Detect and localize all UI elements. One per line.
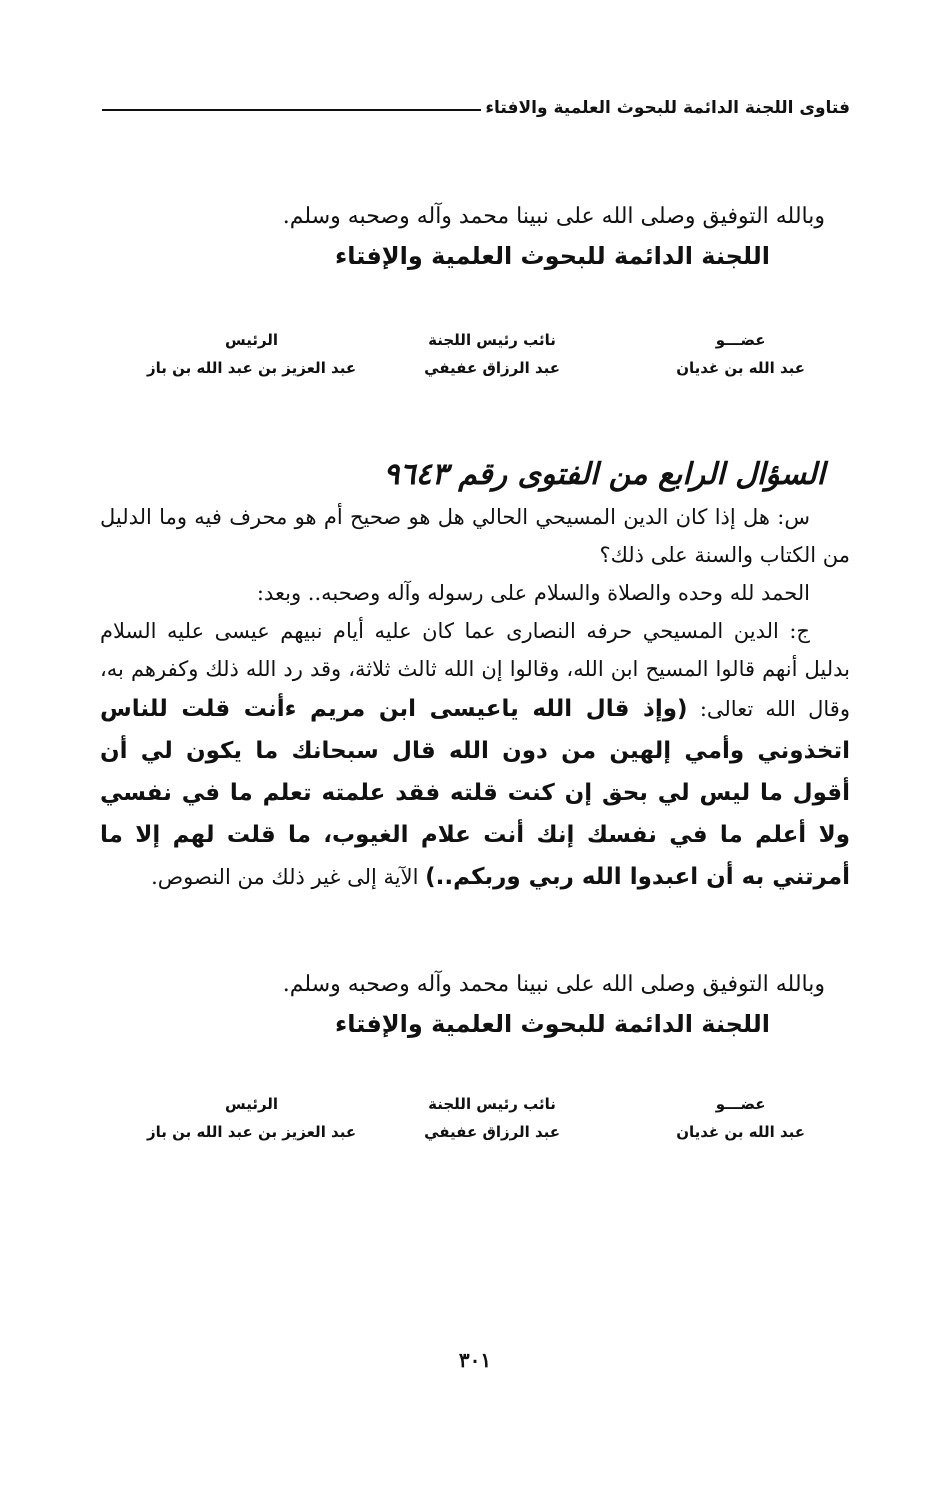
signatory-name: عبد الله بن غديان: [676, 359, 805, 377]
signatory-member: [676, 326, 805, 382]
closing-block-2: [185, 966, 825, 1044]
signatory-role: نائب رئيس اللجنة: [428, 1095, 556, 1113]
signatory-role: الرئيس: [225, 331, 279, 349]
fatwa-body: [100, 498, 850, 898]
header-rule: [102, 109, 481, 111]
signatures-1: [125, 326, 805, 386]
answer-intro: ج: الدين المسيحي حرفه النصارى عما كان عليه أيام نبيهم عيسى عليه السلام بدليل أنهم قالوا المسيح ابن الله، وقالوا إن الله ثالث ثلاثة، وقد رد الله ذلك وكفرهم به، وقال الله تعالى:: [100, 619, 850, 721]
running-header: [102, 88, 850, 118]
question-title: السؤال الرابع من الفتوى رقم ٩٦٤٣: [383, 457, 825, 492]
closing-line: وبالله التوفيق وصلى الله على نبينا محمد وآله وصحبه وسلم.: [282, 972, 825, 997]
question-text: س: هل إذا كان الدين المسيحي الحالي هل هو صحيح أم هو محرف فيه وما الدليل من الكتاب والسنة على ذلك؟: [100, 505, 850, 567]
committee-name: اللجنة الدائمة للبحوث العلمية والإفتاء: [335, 1010, 770, 1038]
header-title: فتاوى اللجنة الدائمة للبحوث العلمية والافتاء: [485, 98, 850, 118]
signatory-name: عبد العزيز بن عبد الله بن باز: [147, 1123, 357, 1141]
signatory-chair: [147, 1090, 356, 1146]
signatory-name: عبد الله بن غديان: [676, 1123, 805, 1141]
signatory-role: نائب رئيس اللجنة: [428, 331, 556, 349]
praise-text: الحمد لله وحده والصلاة والسلام على رسوله وآله وصحبه.. وبعد:: [256, 581, 810, 605]
answer-tail: الآية إلى غير ذلك من النصوص.: [151, 865, 419, 889]
signatory-vice-chair: [424, 326, 560, 382]
signatory-member: [676, 1090, 805, 1146]
answer-text: [100, 612, 850, 898]
quran-quote: (وإذ قال الله ياعيسى ابن مريم ءأنت قلت للناس اتخذوني وأمي إلهين من دون الله قال سبحانك ما يكون لي أن أقول ما ليس لي بحق إن كنت قلته فقد علمته تعلم ما في نفسي ولا أعلم ما في نفسك إنك أنت علام الغيوب، ما قلت لهم إلا ما أمرتني به أن اعبدوا الله ربي وربكم..): [100, 696, 850, 890]
closing-line: وبالله التوفيق وصلى الله على نبينا محمد وآله وصحبه وسلم.: [282, 204, 825, 229]
signatory-role: الرئيس: [225, 1095, 279, 1113]
signatures-2: [125, 1090, 805, 1150]
signatory-role: عضـــو: [715, 1095, 766, 1113]
signatory-name: عبد الرزاق عفيفي: [424, 1123, 560, 1141]
signatory-vice-chair: [424, 1090, 560, 1146]
signatory-chair: [147, 326, 356, 382]
signatory-name: عبد الرزاق عفيفي: [424, 359, 560, 377]
page-number: ٣٠١: [458, 1348, 492, 1372]
closing-block-1: [185, 198, 825, 276]
signatory-role: عضـــو: [715, 331, 766, 349]
committee-name: اللجنة الدائمة للبحوث العلمية والإفتاء: [335, 242, 770, 270]
signatory-name: عبد العزيز بن عبد الله بن باز: [147, 359, 357, 377]
